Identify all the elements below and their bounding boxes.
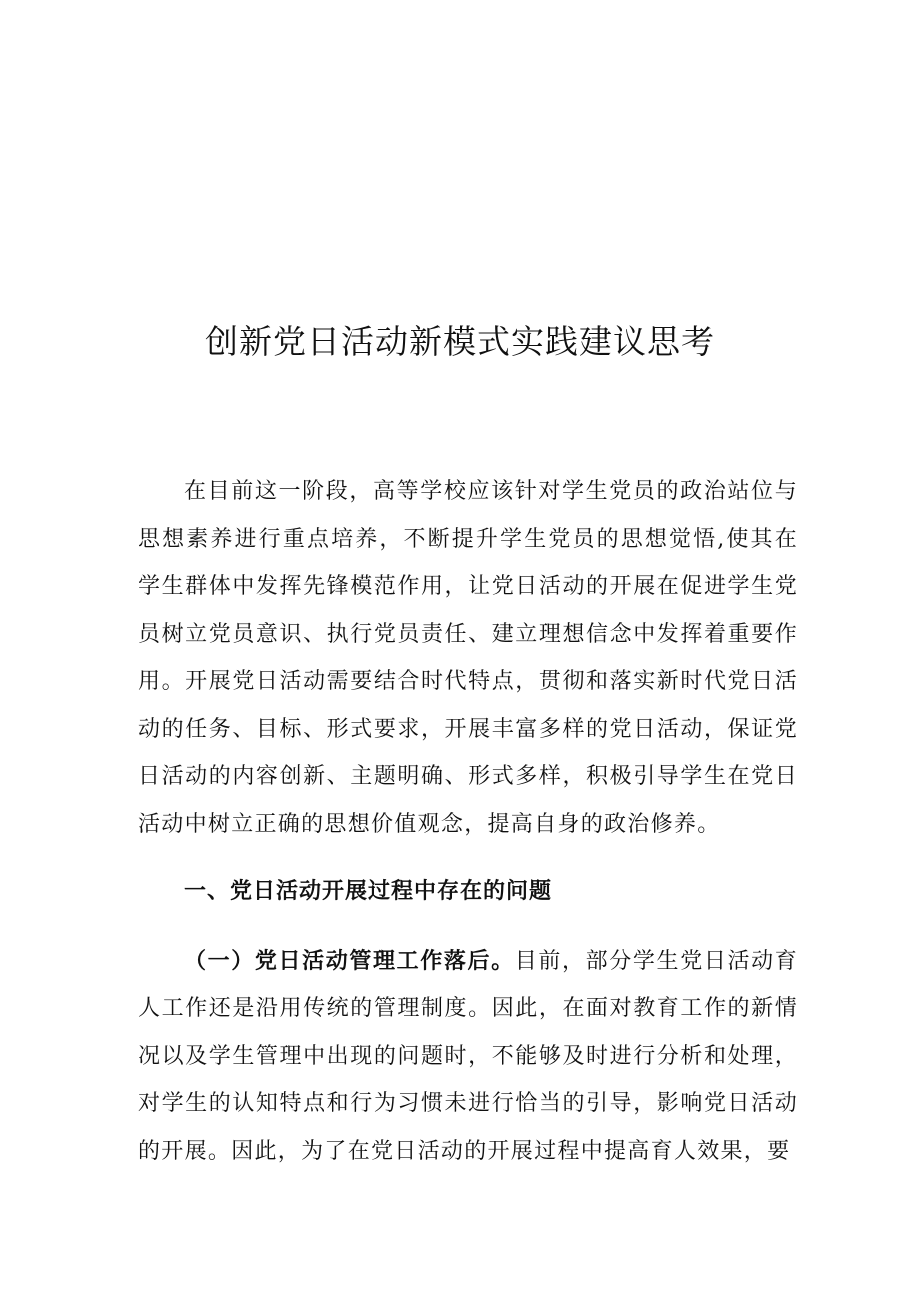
subsection-lead: （一）党日活动管理工作落后。 — [184, 948, 515, 974]
subsection-text: 目前，部分学生党日活动育人工作还是沿用传统的管理制度。因此，在面对教育工作的新情况以及学生管理中出现的问题时，不能够及时进行分析和处理，对学生的认知特点和行为习惯未进行恰当的引导，影响党日活动的开展。因此，为了在党日活动的开展过程中提高育人效果，要 — [138, 948, 799, 1164]
document-body — [138, 468, 798, 1175]
document-title: 创新党日活动新模式实践建议思考 — [205, 322, 715, 361]
subsection-paragraph — [138, 938, 798, 1176]
intro-paragraph: 在目前这一阶段，高等学校应该针对学生党员的政治站位与思想素养进行重点培养，不断提升学生党员的思想觉悟,使其在学生群体中发挥先锋模范作用，让党日活动的开展在促进学生党员树立党员意识、执行党员责任、建立理想信念中发挥着重要作用。开展党日活动需要结合时代特点，贯彻和落实新时代党日活动的任务、目标、形式要求，开展丰富多样的党日活动，保证党日活动的内容创新、主题明确、形式多样，积极引导学生在党日活动中树立正确的思想价值观念，提高自身的政治修养。 — [138, 479, 798, 837]
section-heading: 一、党日活动开展过程中存在的问题 — [184, 879, 553, 904]
